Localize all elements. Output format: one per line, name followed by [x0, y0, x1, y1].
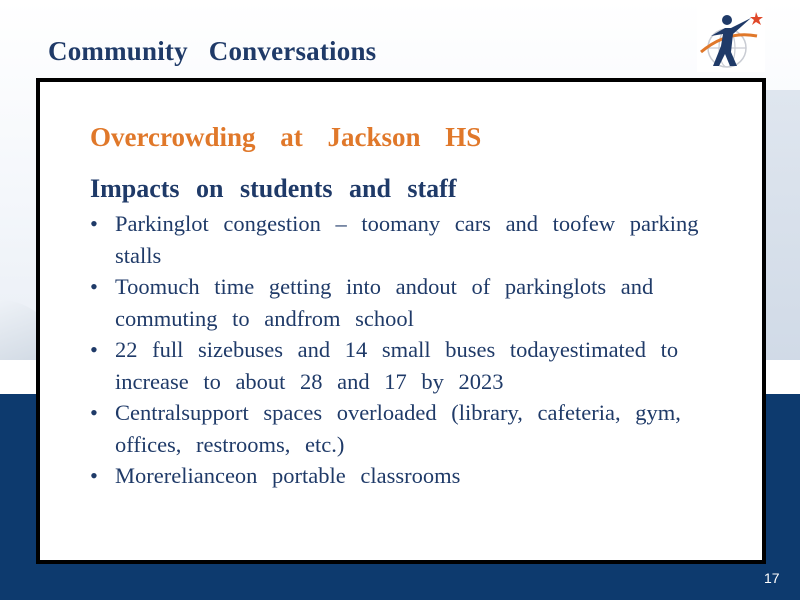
section-heading: Overcrowding at Jackson HS [90, 122, 482, 152]
page-number: 17 [764, 570, 780, 586]
bullet-item [90, 208, 730, 271]
bullet-dot-icon: • [90, 337, 98, 362]
bullet-item [90, 460, 730, 492]
bullet-item [90, 271, 730, 334]
bullet-text: Morerelianceon portable classrooms [115, 463, 461, 488]
bullet-list [90, 208, 730, 492]
bullet-dot-icon: • [90, 211, 98, 236]
slide-title: Community Conversations [48, 36, 377, 66]
bullet-text: 22 full sizebuses and 14 small buses todayestimated to increase to about 28 and 17 by 2023 [115, 337, 679, 394]
bullet-dot-icon: • [90, 463, 98, 488]
bullet-dot-icon: • [90, 274, 98, 299]
background-right-band [760, 90, 800, 390]
bullet-text: Parkinglot congestion – toomany cars and toofew parking stalls [115, 211, 699, 268]
bullet-text: Centralsupport spaces overloaded (library, cafeteria, gym, offices, restrooms, etc.) [115, 400, 681, 457]
bullet-item [90, 397, 730, 460]
content-card [40, 82, 762, 560]
person-globe-star-logo-icon [697, 6, 765, 72]
bullet-dot-icon: • [90, 400, 98, 425]
bullet-text: Toomuch time getting into andout of parkinglots and commuting to andfrom school [115, 274, 654, 331]
bullet-item [90, 334, 730, 397]
section-subheading: Impacts on students and staff [90, 174, 457, 203]
